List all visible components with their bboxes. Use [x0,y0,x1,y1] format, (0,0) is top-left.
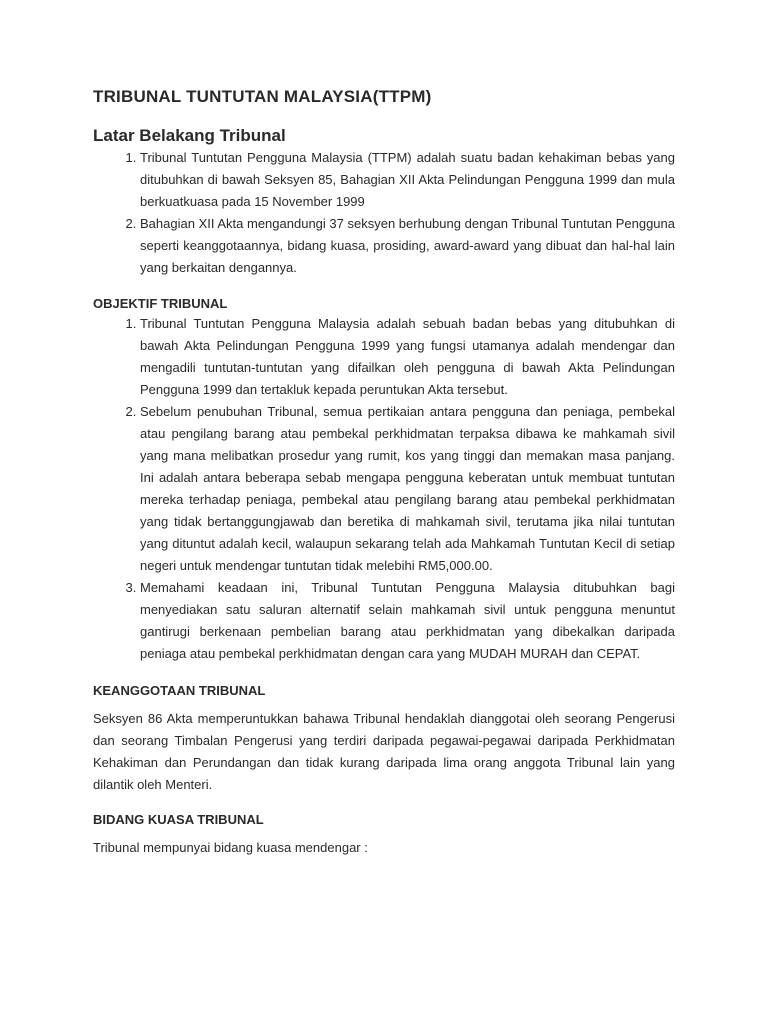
document-content [93,86,675,859]
objektif-list [93,313,675,665]
list-item: 2. Sebelum penubuhan Tribunal, semua pertikaian antara pengguna dan peniaga, pembekal atau pengilang barang atau pembekal perkhidmatan terpaksa dibawa ke mahkamah sivil yang mana melibatkan prosedur yang rumit, kos yang tinggi dan memakan masa panjang. Ini adalah antara beberapa sebab mengapa pengguna keberatan untuk membuat tuntutan mereka terhadap peniaga, pembekal atau pengilang barang atau pembekal perkhidmatan yang tidak bertanggungjawab dan beretika di mahkamah sivil, terutama jika nilai tuntutan yang dituntut adalah kecil, walaupun sekarang telah ada Mahkamah Tuntutan Kecil di setiap negeri untuk mendengar tuntutan tidak melebihi RM5,000.00. [140,401,675,577]
list-item: 2. Bahagian XII Akta mengandungi 37 seksyen berhubung dengan Tribunal Tuntutan Pengguna seperti keanggotaannya, bidang kuasa, prosiding, award-award yang dibuat dan hal-hal lain yang berkaitan dengannya. [140,213,675,279]
background-list [93,147,675,279]
document-title: TRIBUNAL TUNTUTAN MALAYSIA(TTPM) [93,87,432,106]
list-item: 1. Tribunal Tuntutan Pengguna Malaysia adalah sebuah badan bebas yang ditubuhkan di bawah Akta Pelindungan Pengguna 1999 yang fungsi utamanya adalah mendengar dan mengadili tuntutan-tuntutan yang difailkan oleh pengguna di bawah Akta Pelindungan Pengguna 1999 dan tertakluk kepada peruntukan Akta tersebut. [140,313,675,401]
list-item: 1. Tribunal Tuntutan Pengguna Malaysia (TTPM) adalah suatu badan kehakiman bebas yang ditubuhkan di bawah Seksyen 85, Bahagian XII Akta Pelindungan Pengguna 1999 dan mula berkuatkuasa pada 15 November 1999 [140,147,675,213]
list-item: 3. Memahami keadaan ini, Tribunal Tuntutan Pengguna Malaysia ditubuhkan bagi menyediakan satu saluran alternatif selain mahkamah sivil untuk pengguna menuntut gantirugi berkenaan pembelian barang atau perkhidmatan yang dibekalkan daripada peniaga atau pembekal perkhidmatan dengan cara yang MUDAH MURAH dan CEPAT. [140,577,675,665]
bidang-kuasa-paragraph: Tribunal mempunyai bidang kuasa mendengar : [93,840,368,855]
section-heading-bidang-kuasa: BIDANG KUASA TRIBUNAL [93,812,264,827]
section-heading-objektif: OBJEKTIF TRIBUNAL [93,296,228,311]
section-title-latar-belakang: Latar Belakang Tribunal [93,126,286,145]
keanggotaan-paragraph: Seksyen 86 Akta memperuntukkan bahawa Tribunal hendaklah dianggotai oleh seorang Pengerusi dan seorang Timbalan Pengerusi yang terdiri daripada pegawai-pegawai daripada Perkhidmatan Kehakiman dan Perundangan dan tidak kurang daripada lima orang anggota Tribunal lain yang dilantik oleh Menteri. [93,711,675,792]
section-heading-keanggotaan: KEANGGOTAAN TRIBUNAL [93,683,266,698]
